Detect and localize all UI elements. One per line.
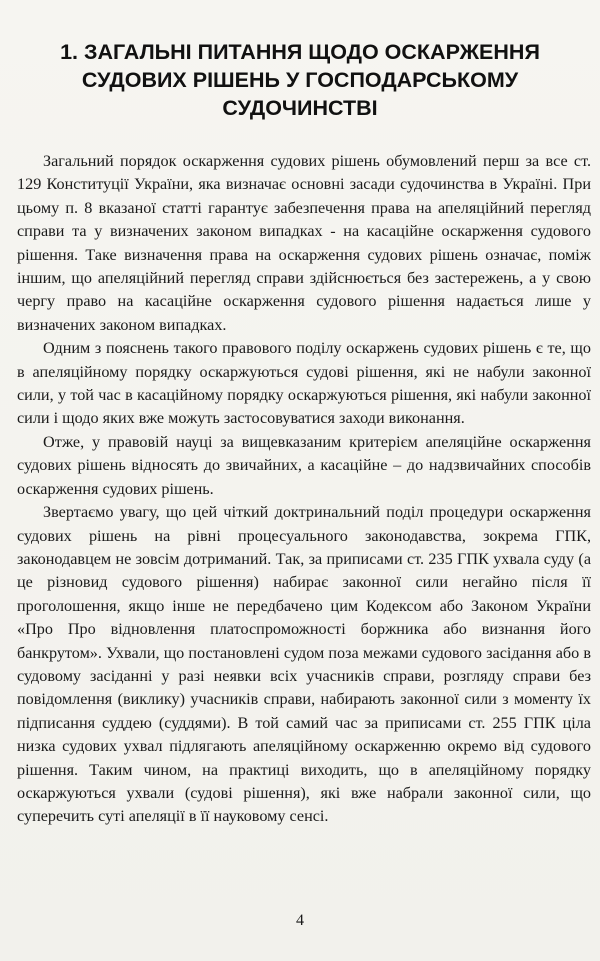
heading-line-3: СУДОЧИНСТВІ (222, 96, 378, 120)
page-number: 4 (296, 912, 304, 929)
chapter-heading (30, 38, 570, 122)
paragraph-3: Отже, у правовій науці за вищевказаним критерієм апеляційне оскарження судових рішень відносять до звичайних, а касаційне – до надзвичайних способів оскарження судових рішень. (17, 432, 591, 498)
heading-line-2: СУДОВИХ РІШЕНЬ У ГОСПОДАРСЬКОМУ (81, 68, 519, 92)
heading-line-1: 1. ЗАГАЛЬНІ ПИТАННЯ ЩОДО ОСКАРЖЕННЯ (60, 40, 540, 64)
paragraph-1: Загальний порядок оскарження судових рішень обумовлений перш за все ст. 129 Конституції України, яка визначає основні засади судочинства в Україні. При цьому п. 8 вказаної статті гарантує забезпечення права на апеляційний перегляд справи та у визначених законом випадках - на касаційне оскарження судового рішення. Таке визначення права на оскарження судових рішень означає, поміж іншим, що апеляційний перегляд справи здійснюється без застережень, а у свою чергу право на касаційне оскарження судового рішення надається лише у визначених законом випадках. (17, 152, 591, 334)
paragraph-4: Звертаємо увагу, що цей чіткий доктринальний поділ процедури оскарження судових рішень на рівні процесуального законодавства, зокрема ГПК, законодавцем не зовсім дотриманий. Так, за приписами ст. 235 ГПК ухвала суду (а це різновид судового рішення) набирає законної сили негайно після її проголошення, якщо інше не передбачено цим Кодексом або Законом України «Про Про відновлення платоспроможності боржника або визнання його банкрутом». Ухвали, що постановлені судом поза межами судового засідання або в судовому засіданні у разі неявки всіх учасників справи, розгляду справи без повідомлення (виклику) учасників справи, набирають законної сили з моменту їх підписання суддею (суддями). В той самий час за приписами ст. 255 ГПК ціла низка судових ухвал підлягають апеляційному оскарженню окремо від судового рішення. Таким чином, на практиці виходить, що в апеляційному порядку оскаржуються ухвали (судові рішення), які вже набрали законної сили, що суперечить суті апеляції в її науковому сенсі. (17, 503, 591, 826)
body-text (17, 150, 591, 829)
paragraph-2: Одним з пояснень такого правового поділу оскаржень судових рішень є те, що в апеляційному порядку оскаржуються судові рішення, які не набули законної сили, у той час в касаційному порядку оскаржуються рішення, які набули законної сили і щодо яких вже можуть застосовуватися заходи виконання. (17, 339, 591, 428)
